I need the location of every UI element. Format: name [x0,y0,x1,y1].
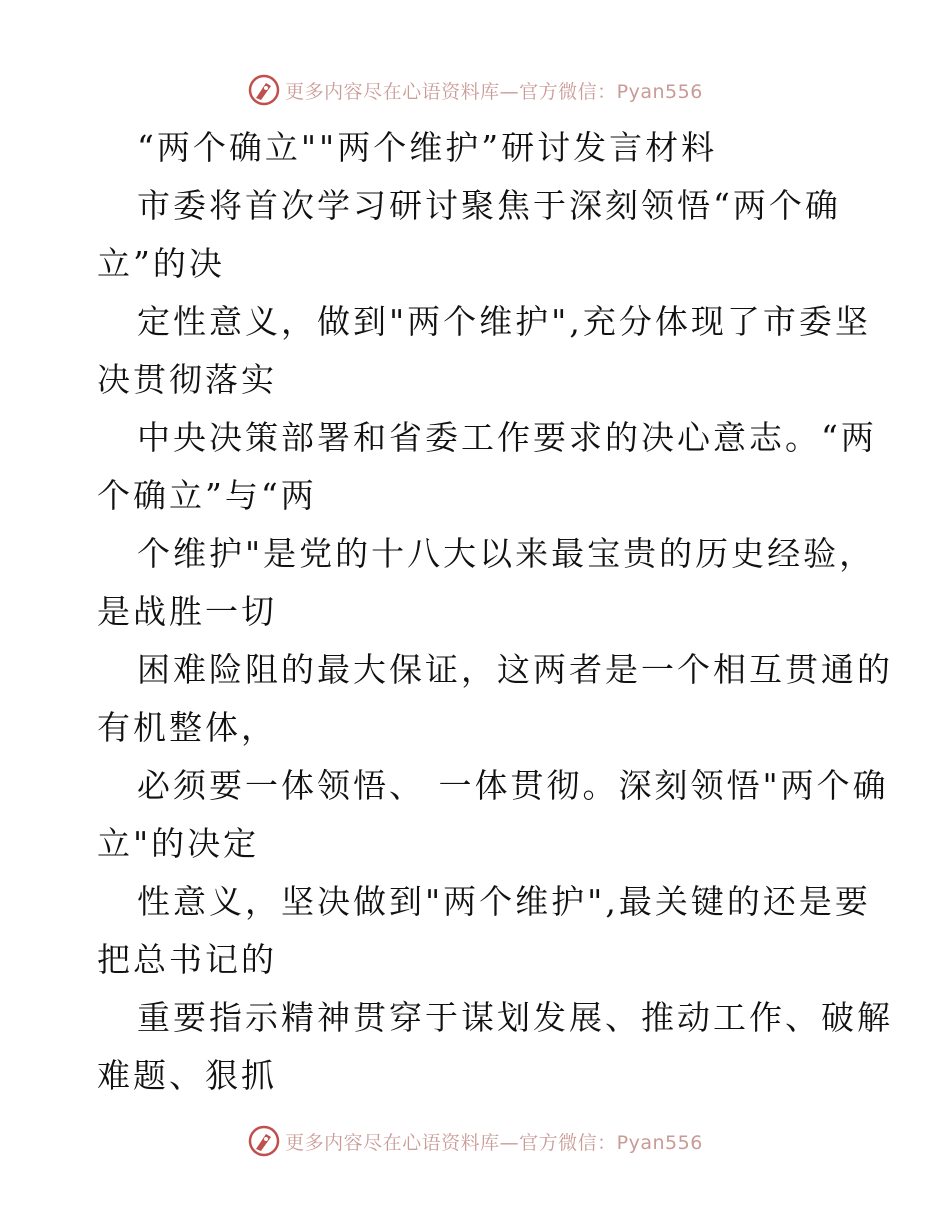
text-line: 是战胜一切 [97,592,277,631]
pen-nib-logo-icon [247,1124,281,1158]
text-line: 中央决策部署和省委工作要求的决心意志。“两 [137,418,877,457]
document-title: “两个确立""两个维护”研讨发言材料 [137,128,718,167]
watermark-text: 更多内容尽在心语资料库—官方微信：Pyan556 [285,1131,703,1154]
text-line: 决贯彻落实 [97,360,277,399]
text-line: 把总书记的 [97,940,277,979]
watermark-banner-top [0,70,950,110]
text-line: 必须要一体领悟、 一体贯彻。深刻领悟"两个确 [137,766,889,805]
watermark-banner-bottom [0,1121,950,1161]
text-line: 难题、狠抓 [97,1056,277,1095]
pen-nib-logo-icon [247,73,281,107]
text-line: 立”的决 [97,244,225,283]
text-line: 个维护"是党的十八大以来最宝贵的历史经验， [137,534,876,573]
text-line: 重要指示精神贯穿于谋划发展、推动工作、破解 [137,998,893,1037]
text-line: 市委将首次学习研讨聚焦于深刻领悟“两个确 [137,186,841,225]
text-line: 立"的决定 [97,824,260,863]
text-line: 有机整体， [97,708,277,747]
text-line: 性意义，坚决做到"两个维护",最关键的还是要 [137,882,871,921]
text-line: 困难险阻的最大保证，这两者是一个相互贯通的 [137,650,893,689]
watermark-text: 更多内容尽在心语资料库—官方微信：Pyan556 [285,80,703,103]
text-line: 个确立”与“两 [97,476,317,515]
text-line: 定性意义，做到"两个维护",充分体现了市委坚 [137,302,871,341]
